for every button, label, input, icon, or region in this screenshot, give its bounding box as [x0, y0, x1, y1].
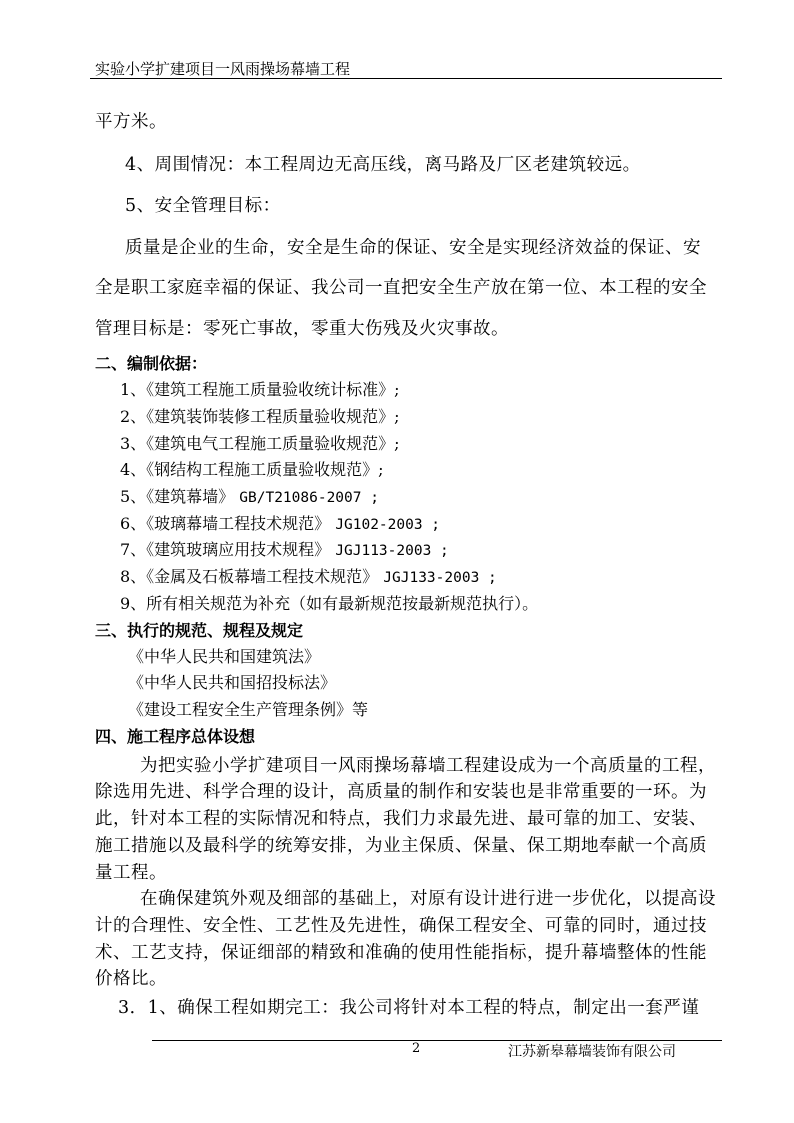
- basis-list-item: [120, 377, 400, 400]
- basis-list-item: [120, 457, 384, 480]
- basis-item-text: 1、《建筑工程施工质量验收统计标准》;: [120, 380, 400, 399]
- procedure-paragraph-line: 在确保建筑外观及细部的基础上，对原有设计进行进一步优化，以提高设: [140, 889, 716, 909]
- basis-list-item: [120, 537, 449, 560]
- basis-list-item: [120, 511, 440, 534]
- procedure-paragraph-line: 量工程。: [95, 863, 167, 883]
- procedure-paragraph-line: 为把实验小学扩建项目一风雨操场幕墙工程建设成为一个高质量的工程，: [140, 756, 716, 776]
- basis-list-item: [120, 484, 379, 507]
- procedure-paragraph-line: 术、工艺支持，保证细部的精致和准确的使用性能指标，提升幕墙整体的性能: [95, 943, 707, 963]
- safety-paragraph-line: 质量是企业的生命，安全是生命的保证、安全是实现经济效益的保证、安: [125, 238, 701, 258]
- regulation-item: 《建设工程安全生产管理条例》等: [128, 700, 369, 719]
- basis-list-item: [120, 404, 400, 427]
- procedure-paragraph-line: 计的合理性、安全性、工艺性及先进性，确保工程安全、可靠的同时，通过技: [95, 916, 707, 936]
- section-heading-basis: 二、编制依据：: [95, 354, 208, 373]
- basis-item-text: 8、《金属及石板幕墙工程技术规范》: [120, 567, 379, 586]
- standard-code: JGJ113-2003 ;: [335, 543, 449, 559]
- basis-item-text: 9、所有相关规范为补充（如有最新规范按最新规范执行）。: [120, 594, 539, 613]
- basis-item-text: 7、《建筑玻璃应用技术规程》: [120, 540, 331, 559]
- section-heading-procedure: 四、施工程序总体设想: [95, 727, 256, 746]
- basis-item-text: 4、《钢结构工程施工质量验收规范》;: [120, 460, 384, 479]
- basis-item-text: 2、《建筑装饰装修工程质量验收规范》;: [120, 407, 400, 426]
- basis-list-item: [120, 564, 497, 587]
- surroundings-item: 4、周围情况：本工程周边无高压线，离马路及厂区老建筑较远。: [125, 155, 641, 175]
- standard-code: JGJ133-2003 ;: [383, 570, 497, 586]
- basis-list-item: [120, 591, 538, 614]
- procedure-paragraph-line: 施工措施以及最科学的统筹安排，为业主保质、保量、保工期地奉献一个高质: [95, 836, 707, 856]
- regulation-item: 《中华人民共和国建筑法》: [128, 647, 321, 666]
- page-header-title: 实验小学扩建项目一风雨操场幕墙工程: [95, 60, 351, 78]
- regulation-item: 《中华人民共和国招投标法》: [128, 673, 337, 692]
- procedure-item-3-1: 3．1、确保工程如期完工：我公司将针对本工程的特点，制定出一套严谨: [118, 998, 700, 1018]
- section-heading-regulations: 三、执行的规范、规程及规定: [95, 621, 304, 640]
- page-number: 2: [412, 1041, 421, 1056]
- basis-item-text: 6、《玻璃幕墙工程技术规范》: [120, 514, 331, 533]
- procedure-paragraph-line: 除选用先进、科学合理的设计，高质量的制作和安装也是非常重要的一环。为: [95, 782, 707, 802]
- basis-list-item: [120, 431, 400, 454]
- standard-code: GB/T21086-2007 ;: [239, 490, 379, 506]
- safety-paragraph-line: 管理目标是：零死亡事故，零重大伤残及火灾事故。: [95, 319, 509, 339]
- procedure-paragraph-line: 价格比。: [95, 969, 167, 989]
- standard-code: JG102-2003 ;: [335, 517, 441, 533]
- paragraph-line: 平方米。: [95, 112, 167, 132]
- procedure-paragraph-line: 此，针对本工程的实际情况和特点，我们力求最先进、最可靠的加工、安装、: [95, 809, 707, 829]
- basis-item-text: 3、《建筑电气工程施工质量验收规范》;: [120, 434, 400, 453]
- footer-company: 江苏新皋幕墙装饰有限公司: [508, 1044, 676, 1060]
- basis-item-text: 5、《建筑幕墙》: [120, 487, 235, 506]
- safety-goal-heading: 5、安全管理目标：: [125, 196, 281, 216]
- safety-paragraph-line: 全是职工家庭幸福的保证、我公司一直把安全生产放在第一位、本工程的安全: [95, 278, 707, 298]
- header-divider: [90, 78, 722, 79]
